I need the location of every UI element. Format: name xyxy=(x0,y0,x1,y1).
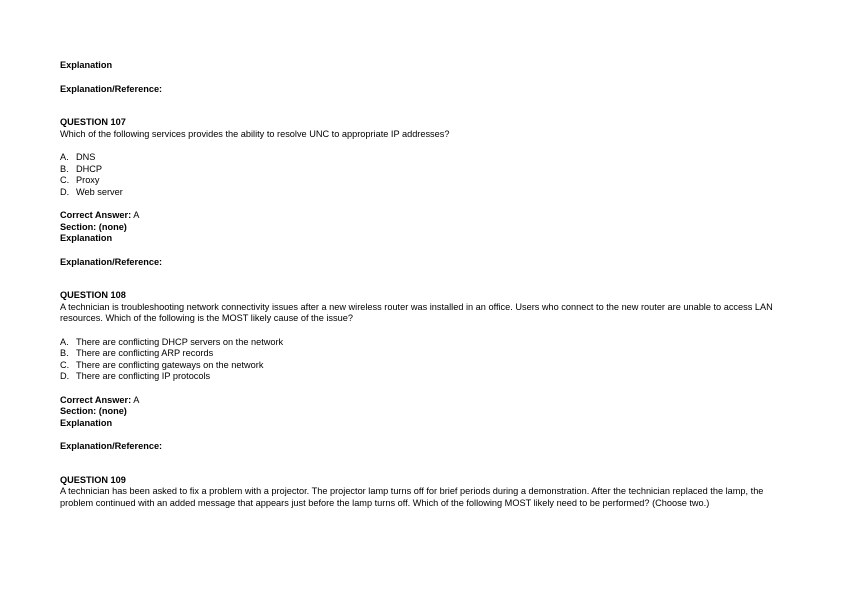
option-d: D. Web server xyxy=(60,186,123,197)
option-d: D. There are conflicting IP protocols xyxy=(60,371,211,381)
document-page xyxy=(60,60,784,509)
question-title: QUESTION 107 xyxy=(60,117,126,127)
question-text: A technician is troubleshooting network connectivity issues after a new wireless router was installed in an office. Users who connect to the new router are unable to access LAN resources. Which of the following is the MOST likely cause of the issue? xyxy=(60,301,773,323)
question-108 xyxy=(60,290,784,453)
section-label: Section: (none) xyxy=(60,406,127,416)
question-title: QUESTION 108 xyxy=(60,290,126,300)
question-109 xyxy=(60,475,784,510)
section-label: Section: (none) xyxy=(60,221,127,232)
question-107 xyxy=(60,117,784,268)
explanation-reference-heading: Explanation/Reference: xyxy=(60,441,163,451)
correct-answer: Correct Answer: A xyxy=(60,210,140,220)
question-text: A technician has been asked to fix a problem with a projector. The projector lamp turns off for brief periods during a demonstration. After the technician replaced the lamp, the problem continued with an added message that appears just before the lamp turns off. Which of the following MOST likely need to be performed? (Choose two.) xyxy=(60,486,764,508)
option-c: C. Proxy xyxy=(60,175,100,185)
question-title: QUESTION 109 xyxy=(60,474,126,485)
option-b: B. There are conflicting ARP records xyxy=(60,348,214,358)
option-a: A. DNS xyxy=(60,152,96,162)
explanation-reference-heading: Explanation/Reference: xyxy=(60,83,163,94)
option-b: B. DHCP xyxy=(60,163,103,174)
correct-answer: Correct Answer: A xyxy=(60,394,140,405)
explanation-heading: Explanation xyxy=(60,417,113,428)
question-text: Which of the following services provides the ability to resolve UNC to appropriate IP addresses? xyxy=(60,128,450,139)
explanation-heading: Explanation xyxy=(60,233,113,243)
option-a: A. There are conflicting DHCP servers on the network xyxy=(60,336,284,347)
option-c: C. There are conflicting gateways on the network xyxy=(60,359,264,370)
explanation-heading: Explanation xyxy=(60,60,113,70)
explanation-reference-heading: Explanation/Reference: xyxy=(60,256,163,267)
